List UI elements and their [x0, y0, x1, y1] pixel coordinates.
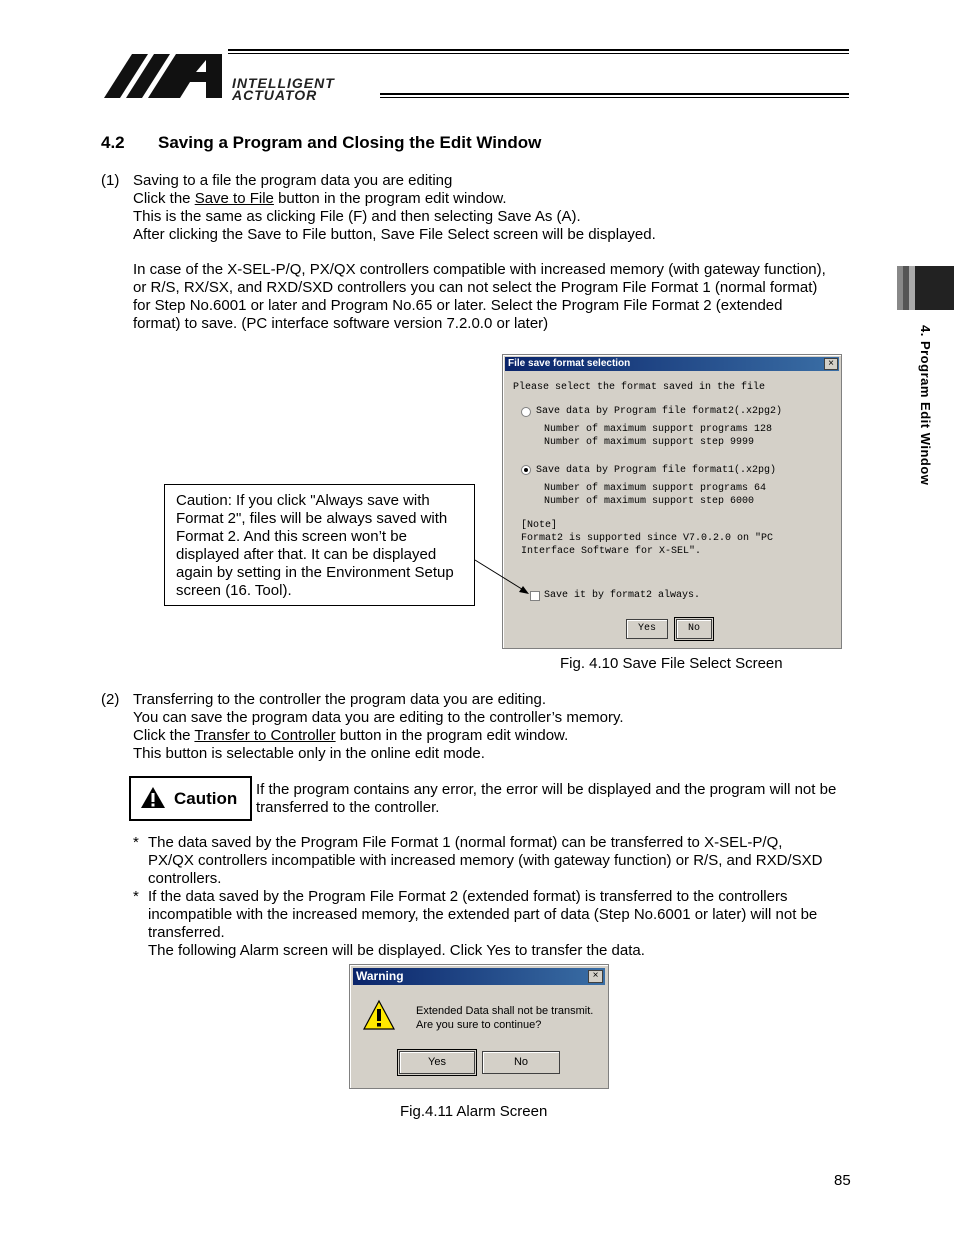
- item2-marker: (2): [101, 691, 120, 708]
- note2-line2: incompatible with the increased memory, the extended part of data (Step No.6001 or later) will not be: [148, 906, 818, 923]
- close-icon[interactable]: ×: [588, 970, 603, 983]
- callout-line: again by setting in the Environment Setup: [176, 564, 454, 581]
- text: Click the: [133, 190, 195, 207]
- opt1-detail2: Number of maximum support step 9999: [544, 437, 755, 448]
- item1-para-4: format) to save. (PC interface software version 7.2.0.0 or later): [133, 315, 549, 332]
- dialog-prompt: Please select the format saved in the file: [513, 382, 766, 393]
- opt2-label: Save data by Program file format1(.x2pg): [536, 465, 777, 476]
- callout-line: Format 2", files will be always saved with: [176, 510, 448, 527]
- callout-line: screen (16. Tool).: [176, 582, 292, 599]
- callout-line: Format 2. And this screen won’t be: [176, 528, 407, 545]
- item2-line2: You can save the program data you are editing to the controller’s memory.: [133, 709, 624, 726]
- opt1-detail1: Number of maximum support programs 128: [544, 424, 773, 435]
- opt1-label: Save data by Program file format2(.x2pg2): [536, 406, 783, 417]
- warning-icon: [362, 999, 396, 1031]
- save-to-file-link: Save to File: [194, 190, 274, 207]
- dialog-title: File save format selection: [505, 357, 839, 371]
- transfer-to-controller-link: Transfer to Controller: [194, 727, 336, 744]
- ia-logo-mark: [104, 52, 222, 100]
- warning-message-1: Extended Data shall not be transmit.: [416, 1005, 594, 1017]
- note1-line2: PX/QX controllers incompatible with increased memory (with gateway function) or R/S, and RXD/SXD: [148, 852, 823, 869]
- item2-line3: [133, 727, 568, 745]
- warning-title: Warning: [353, 968, 605, 985]
- note2-line3: transferred.: [148, 924, 225, 941]
- warning-yes-button[interactable]: Yes: [399, 1051, 475, 1074]
- caution-callout: [164, 484, 475, 606]
- item1-line2: [133, 190, 507, 208]
- caution-text-1: If the program contains any error, the error will be displayed and the program will not be: [256, 781, 837, 798]
- figure-caption-4-10: Fig. 4.10 Save File Select Screen: [560, 655, 783, 672]
- item1-line4: After clicking the Save to File button, Save File Select screen will be displayed.: [133, 226, 656, 243]
- warning-triangle-icon: [140, 786, 166, 809]
- callout-text: [176, 492, 454, 600]
- radio-format2[interactable]: [521, 407, 531, 417]
- chapter-tab: [897, 266, 954, 310]
- brand-line2: ACTUATOR: [232, 87, 318, 103]
- note2-line4: The following Alarm screen will be displayed. Click Yes to transfer the data.: [148, 942, 645, 959]
- close-icon[interactable]: ×: [824, 358, 838, 370]
- note-star-2: *: [133, 888, 139, 905]
- note-star-1: *: [133, 834, 139, 851]
- no-button[interactable]: No: [676, 619, 712, 639]
- note2-line1: If the data saved by the Program File Format 2 (extended format) is transferred to the controllers: [148, 888, 788, 905]
- text: Click the: [133, 727, 195, 744]
- save-format-dialog: [502, 354, 842, 649]
- yes-button[interactable]: Yes: [626, 619, 668, 639]
- opt2-detail2: Number of maximum support step 6000: [544, 496, 755, 507]
- item1-para-2: or R/S, RX/SX, and RXD/SXD controllers you can not select the Program File Format 1 (normal format): [133, 279, 818, 296]
- warning-dialog: [349, 964, 609, 1089]
- caution-label-box: [129, 776, 252, 821]
- section-title: Saving a Program and Closing the Edit Window: [158, 133, 542, 152]
- note1-line3: controllers.: [148, 870, 222, 887]
- note-line1: Format2 is supported since V7.0.2.0 on "PC: [521, 533, 774, 544]
- callout-line: displayed after that. It can be displayed: [176, 546, 437, 563]
- caution-label: Caution: [174, 789, 238, 808]
- opt2-detail1: Number of maximum support programs 64: [544, 483, 767, 494]
- item1-line3: This is the same as clicking File (F) and then selecting Save As (A).: [133, 208, 581, 225]
- note-line2: Interface Software for X-SEL".: [521, 546, 702, 557]
- figure-caption-4-11: Fig.4.11 Alarm Screen: [400, 1103, 548, 1120]
- text: button in the program edit window.: [335, 727, 569, 744]
- caution-text-2: transferred to the controller.: [256, 799, 440, 816]
- item1-heading: Saving to a file the program data you are editing: [133, 172, 453, 189]
- note1-line1: The data saved by the Program File Format 1 (normal format) can be transferred to X-SEL-P/Q,: [148, 834, 783, 851]
- section-heading: [101, 133, 541, 153]
- warning-no-button[interactable]: No: [482, 1051, 560, 1074]
- item2-heading: Transferring to the controller the program data you are editing.: [133, 691, 546, 708]
- item1-marker: (1): [101, 172, 120, 189]
- note-heading: [Note]: [521, 520, 558, 531]
- callout-line: Caution: If you click "Always save with: [176, 492, 430, 509]
- section-number: 4.2: [101, 133, 125, 152]
- item2-line4: This button is selectable only in the online edit mode.: [133, 745, 485, 762]
- item1-para-1: In case of the X-SEL-P/Q, PX/QX controllers compatible with increased memory (with gateway function),: [133, 261, 826, 278]
- radio-format1[interactable]: [521, 465, 531, 475]
- item1-para-3: for Step No.6001 or later and Program No.65 or later. Select the Program File Format 2 (extended: [133, 297, 783, 314]
- text: button in the program edit window.: [273, 190, 507, 207]
- warning-message-2: Are you sure to continue?: [416, 1019, 542, 1031]
- chapter-side-label: 4. Program Edit Window: [918, 325, 933, 486]
- brand-line1: INTELLIGENT: [232, 75, 335, 91]
- page-number: 85: [834, 1172, 851, 1189]
- checkbox-label: Save it by format2 always.: [544, 590, 701, 601]
- callout-arrow: [473, 558, 533, 598]
